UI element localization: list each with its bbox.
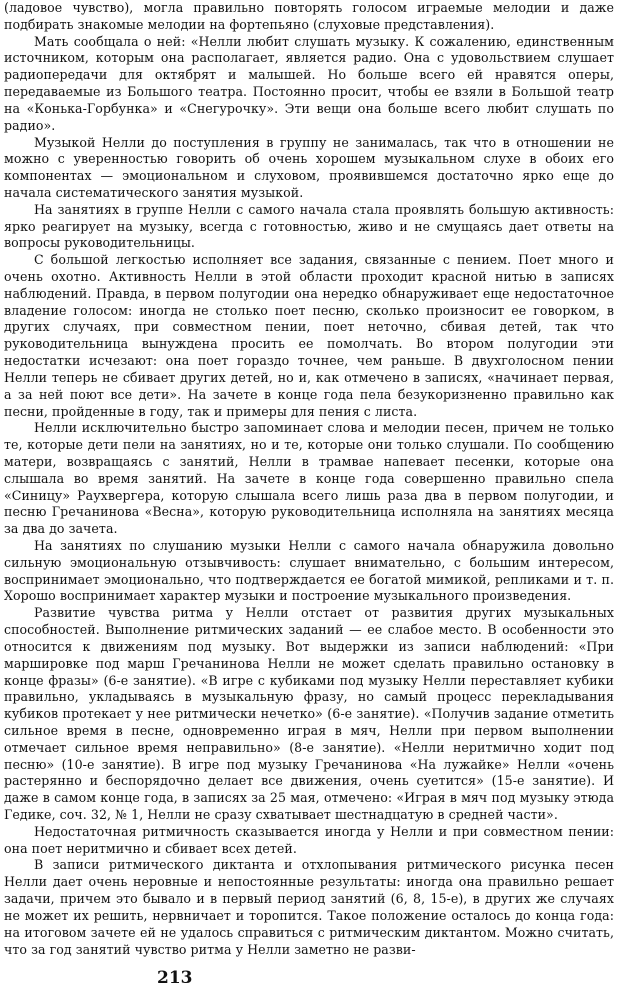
paragraph-7: На занятиях по слушанию музыки Нелли с самого начала обнаружила довольно сильную эмоциональную отзывчивость: слушает внимательно, с большим интересом, воспринимает эмоционально, что подтверждается ее богатой мимикой, репликами и т. п. Хорошо воспринимает характер музыки и построение музыкального произведения. xyxy=(4,538,614,604)
page-number: 213 xyxy=(157,968,193,988)
paragraph-5: С большой легкостью исполняет все задания, связанные с пением. Поет много и очень охотно. Активность Нелли в этой области проходит красной нитью в записях наблюдений. Правда, в первом полугодии она нередко обнаруживает еще недостаточное владение голосом: иногда не столько поет песню, сколько произносит ее говорком, в других случаях, при совместном пении, поет неточно, сбивая детей, так что руководительница вынуждена просить ее помолчать. Во втором полугодии эти недостатки исчезают: она поет гораздо точнее, чем раньше. В двухголосном пении Нелли теперь не сбивает других детей, но и, как отмечено в записях, «начинает первая, а за ней поют все дети». На зачете в конце года пела безукоризненно правильно как песни, пройденные в году, так и примеры для пения с листа. xyxy=(4,252,614,419)
paragraph-3: Музыкой Нелли до поступления в группу не занималась, так что в отношении не можно с уверенностью говорить об очень хорошем музыкальном слухе в обоих его компонентах — эмоциональном и слуховом, проявившемся достаточно ярко еще до начала систематического занятия музыкой. xyxy=(4,134,614,200)
paragraph-8: Развитие чувства ритма у Нелли отстает от развития других музыкальных способностей. Выполнение ритмических заданий — ее слабое место. В особенности это относится к движениям под музыку. Вот выдержки из записи наблюдений: «При маршировке под марш Гречанинова Нелли не может сделать правильно остановку в конце фразы» (6-е занятие). «В игре с кубиками под музыку Нелли переставляет кубики правильно, укладываясь в музыкальную фразу, но самый процесс перекладывания кубиков протекает у нее ритмически нечетко» (6-е занятие). «Получив задание отметить сильное время в песне, одновременно играя в мяч, Нелли при первом выполнении отмечает сильное время неправильно» (8-е занятие). «Нелли неритмично ходит под песню» (10-е занятие). В игре под музыку Гречанинова «На лужайке» Нелли «очень растерянно и беспорядочно делает все движения, очень суетится» (15-е занятие). И даже в самом конце года, в записях за 25 мая, отмечено: «Играя в мяч под музыку этюда Гедике, соч. 32, № 1, Нелли не сразу схватывает шестнадцатую в средней части». xyxy=(4,605,614,822)
paragraph-2: Мать сообщала о ней: «Нелли любит слушать музыку. К сожалению, единственным источником, которым она располагает, является радио. Она с удовольствием слушает радиопередачи для октябрят и малышей. Но больше всего ей нравятся оперы, передаваемые из Большого театра. Постоянно просит, чтобы ее взяли в Большой театр на «Конька-Горбунка» и «Снегурочку». Эти вещи она больше всего любит слушать по радио». xyxy=(4,33,614,133)
paragraph-10: В записи ритмического диктанта и отхлопывания ритмического рисунка песен Нелли дает очень неровные и непостоянные результаты: иногда она правильно решает задачи, причем это бывало и в первый период занятий (6, 8, 15-е), в других же случаях не может их решить, нервничает и торопится. Такое положение осталось до конца года: на итоговом зачете ей не удалось справиться с ритмическим диктантом. Можно считать, что за год занятий чувство ритма у Нелли заметно не разви- xyxy=(4,857,614,957)
paragraph-4: На занятиях в группе Нелли с самого начала стала проявлять большую активность: ярко реагирует на музыку, всегда с готовностью, живо и не смущаясь дает ответы на вопросы руководительницы. xyxy=(4,201,614,251)
paragraph-1: (ладовое чувство), могла правильно повторять голосом играемые мелодии и даже подбирать знакомые мелодии на фортепьяно (слуховые представления). xyxy=(4,0,614,32)
paragraph-9: Недостаточная ритмичность сказывается иногда у Нелли и при совместном пении: она поет неритмично и сбивает всех детей. xyxy=(4,823,614,856)
paragraph-6: Нелли исключительно быстро запоминает слова и мелодии песен, причем не только те, которые дети пели на занятиях, но и те, которые они только слушали. По сообщению матери, возвращаясь с занятий, Нелли в трамвае напевает песенки, которые она слышала во время занятий. На зачете в конце года совершенно правильно спела «Синицу» Раухвергера, которую слышала всего лишь раза два в первом полугодии, и песню Гречанинова «Весна», которую руководительница исполняла на занятиях месяца за два до зачета. xyxy=(4,420,614,537)
page-body xyxy=(4,0,614,958)
